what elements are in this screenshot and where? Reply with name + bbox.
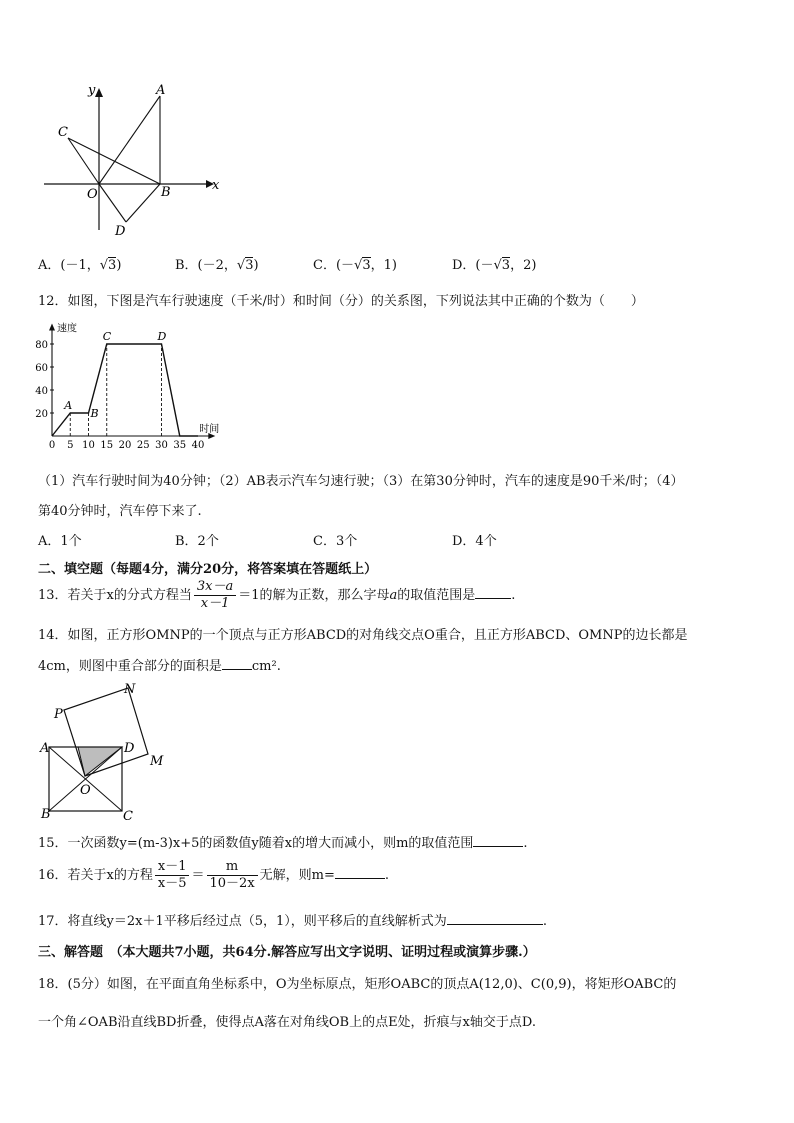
point-label-a: A	[64, 399, 73, 412]
fig11-label-y: y	[88, 83, 96, 98]
q16-fraction-right-denominator: 10－2x	[209, 876, 255, 891]
point-label-d: D	[157, 330, 167, 343]
fig14-label-b: B	[41, 807, 51, 822]
q16-answer-blank[interactable]	[335, 866, 385, 879]
q11-option-a-text: A．(－1，	[38, 258, 100, 273]
fig11-label-b: B	[161, 185, 171, 200]
fig11-label-o: O	[87, 187, 98, 202]
fig14-label-p: P	[54, 707, 63, 722]
q14-answer-blank[interactable]	[222, 657, 252, 670]
q11-option-c-text: C．(－	[313, 258, 355, 273]
q11-option-d-text: D．(－	[452, 258, 494, 273]
sqrt-icon: √	[354, 258, 363, 273]
x-axis-label: 时间	[199, 424, 220, 435]
section3-heading: 三、解答题 （本大题共7小题，共64分.解答应写出文字说明、证明过程或演算步骤.）	[38, 945, 536, 960]
q18-line2: 一个角∠OAB沿直线BD折叠，使得点A落在对角线OB上的点E处，折痕与x轴交于点D.	[38, 1015, 536, 1030]
x-tick-label: 0	[48, 440, 56, 451]
sqrt-icon: √	[99, 258, 109, 273]
y-axis-label: 速度	[57, 323, 77, 335]
fig14-label-o: O	[80, 783, 91, 798]
q11-option-a-end: )	[116, 258, 122, 273]
x-tick-label: 5	[67, 440, 74, 451]
fig14-label-d: D	[124, 741, 135, 756]
fig14-label-a: A	[40, 741, 50, 756]
sqrt-icon: √	[236, 258, 246, 273]
x-tick-label: 20	[118, 440, 132, 451]
q16	[38, 856, 389, 896]
fig14-label-c: C	[123, 809, 133, 824]
q17-end: .	[542, 914, 547, 929]
fig11-label-a: A	[156, 83, 166, 98]
x-tick-label: 30	[155, 440, 168, 451]
q11-option-b	[175, 254, 259, 273]
q12-option-d: D．4个	[452, 534, 497, 549]
q16-fraction-left-numerator: x－1	[155, 859, 190, 876]
q13-fraction	[194, 579, 236, 612]
q14-line2-after: cm².	[251, 659, 281, 674]
q14-line2-before: 4cm，则图中重合部分的面积是	[38, 659, 222, 674]
q13-variable: a	[389, 588, 398, 603]
q12-stem: 12．如图，下图是汽车行驶速度（千米/时）和时间（分）的关系图，下列说法其中正确的个数为（ ）	[38, 294, 644, 309]
q14-line2	[38, 655, 281, 674]
q15-end: .	[523, 836, 528, 851]
q12-option-a: A．1个	[38, 534, 82, 549]
q12-option-b: B．2个	[175, 534, 219, 549]
q16-fraction-right	[207, 859, 258, 892]
point-label-c: C	[102, 330, 112, 343]
q13-text-after: ＝1的解为正数，那么字母	[238, 588, 390, 603]
q15-answer-blank[interactable]	[473, 834, 523, 847]
speed-series-line	[52, 344, 198, 436]
q14-squares-figure	[38, 680, 178, 825]
q12-option-c: C．3个	[313, 534, 358, 549]
fig11-label-x: x	[212, 178, 220, 193]
q11-option-a	[38, 254, 121, 273]
fig14-label-m: M	[150, 754, 164, 769]
q11-option-d-root: 3	[501, 258, 511, 273]
x-tick-label: 35	[173, 440, 187, 451]
q13-text-tail: 的取值范围是	[397, 588, 476, 603]
y-axis-arrow-icon	[49, 324, 55, 331]
q13-text-before: 13．若关于x的分式方程当	[38, 588, 192, 603]
q16-text-after: 无解，则m=	[259, 868, 335, 883]
q13-answer-blank[interactable]	[475, 586, 511, 599]
q11-coordinate-figure	[38, 80, 228, 240]
q15	[38, 832, 528, 851]
q15-text: 15．一次函数y=(m-3)x+5的函数值y随着x的增大而减小，则m的取值范围	[38, 836, 474, 851]
q13-end: .	[511, 588, 516, 603]
x-tick-label: 25	[136, 440, 150, 451]
fig14-label-n: N	[124, 682, 136, 697]
q16-text-before: 16．若关于x的方程	[38, 868, 153, 883]
q14-line1: 14．如图，正方形OMNP的一个顶点与正方形ABCD的对角线交点O重合，且正方形ABCD、OMNP的边长都是	[38, 628, 688, 643]
y-tick-label: 80	[35, 340, 48, 351]
q16-equals: ＝	[191, 868, 205, 883]
q17-text: 17．将直线y＝2x＋1平移后经过点（5，1），则平移后的直线解析式为	[38, 914, 447, 929]
sqrt-icon: √	[493, 258, 502, 273]
q13-fraction-numerator: 3x－a	[194, 579, 236, 596]
x-tick-label: 40	[191, 440, 205, 451]
y-tick-label: 60	[35, 363, 48, 374]
fig11-label-d: D	[115, 224, 126, 239]
y-tick-label: 20	[35, 409, 48, 420]
q12-statements-line1: （1）汽车行驶时间为40分钟；（2）AB表示汽车匀速行驶；（3）在第30分钟时，汽车的速度是90千米/时；（4）	[38, 474, 684, 489]
point-label-b: B	[90, 407, 99, 420]
q11-option-b-end: )	[253, 258, 259, 273]
q11-option-b-root: 3	[245, 258, 254, 273]
q17	[38, 910, 547, 929]
q11-option-b-text: B．(－2，	[175, 258, 237, 273]
section2-heading: 二、填空题（每题4分，满分20分，将答案填在答题纸上）	[38, 562, 378, 577]
fig11-label-c: C	[58, 125, 68, 140]
q11-option-d	[452, 254, 536, 273]
q16-end: .	[384, 868, 390, 883]
x-tick-label: 15	[100, 440, 114, 451]
q16-fraction-left	[155, 859, 190, 892]
q11-option-d-end: ，2)	[510, 258, 537, 273]
q11-option-c-root: 3	[362, 258, 371, 273]
y-tick-label: 40	[35, 386, 48, 397]
q13-fraction-denominator: x－1	[200, 596, 230, 611]
x-tick-label: 10	[82, 440, 95, 451]
q16-fraction-left-denominator: x－5	[157, 876, 187, 891]
q13	[38, 578, 515, 614]
q17-answer-blank[interactable]	[447, 912, 543, 925]
q11-option-c-end: ，1)	[370, 258, 397, 273]
q12-statements-line2: 第40分钟时，汽车停下来了.	[38, 504, 202, 519]
q12-speed-time-chart	[30, 318, 230, 456]
q16-fraction-right-numerator: m	[207, 859, 258, 876]
q11-option-c	[313, 254, 397, 273]
q11-option-a-root: 3	[108, 258, 117, 273]
q18-line1: 18．(5分）如图，在平面直角坐标系中，O为坐标原点，矩形OABC的顶点A(12,0)、C(0,9)，将矩形OABC的	[38, 977, 677, 992]
